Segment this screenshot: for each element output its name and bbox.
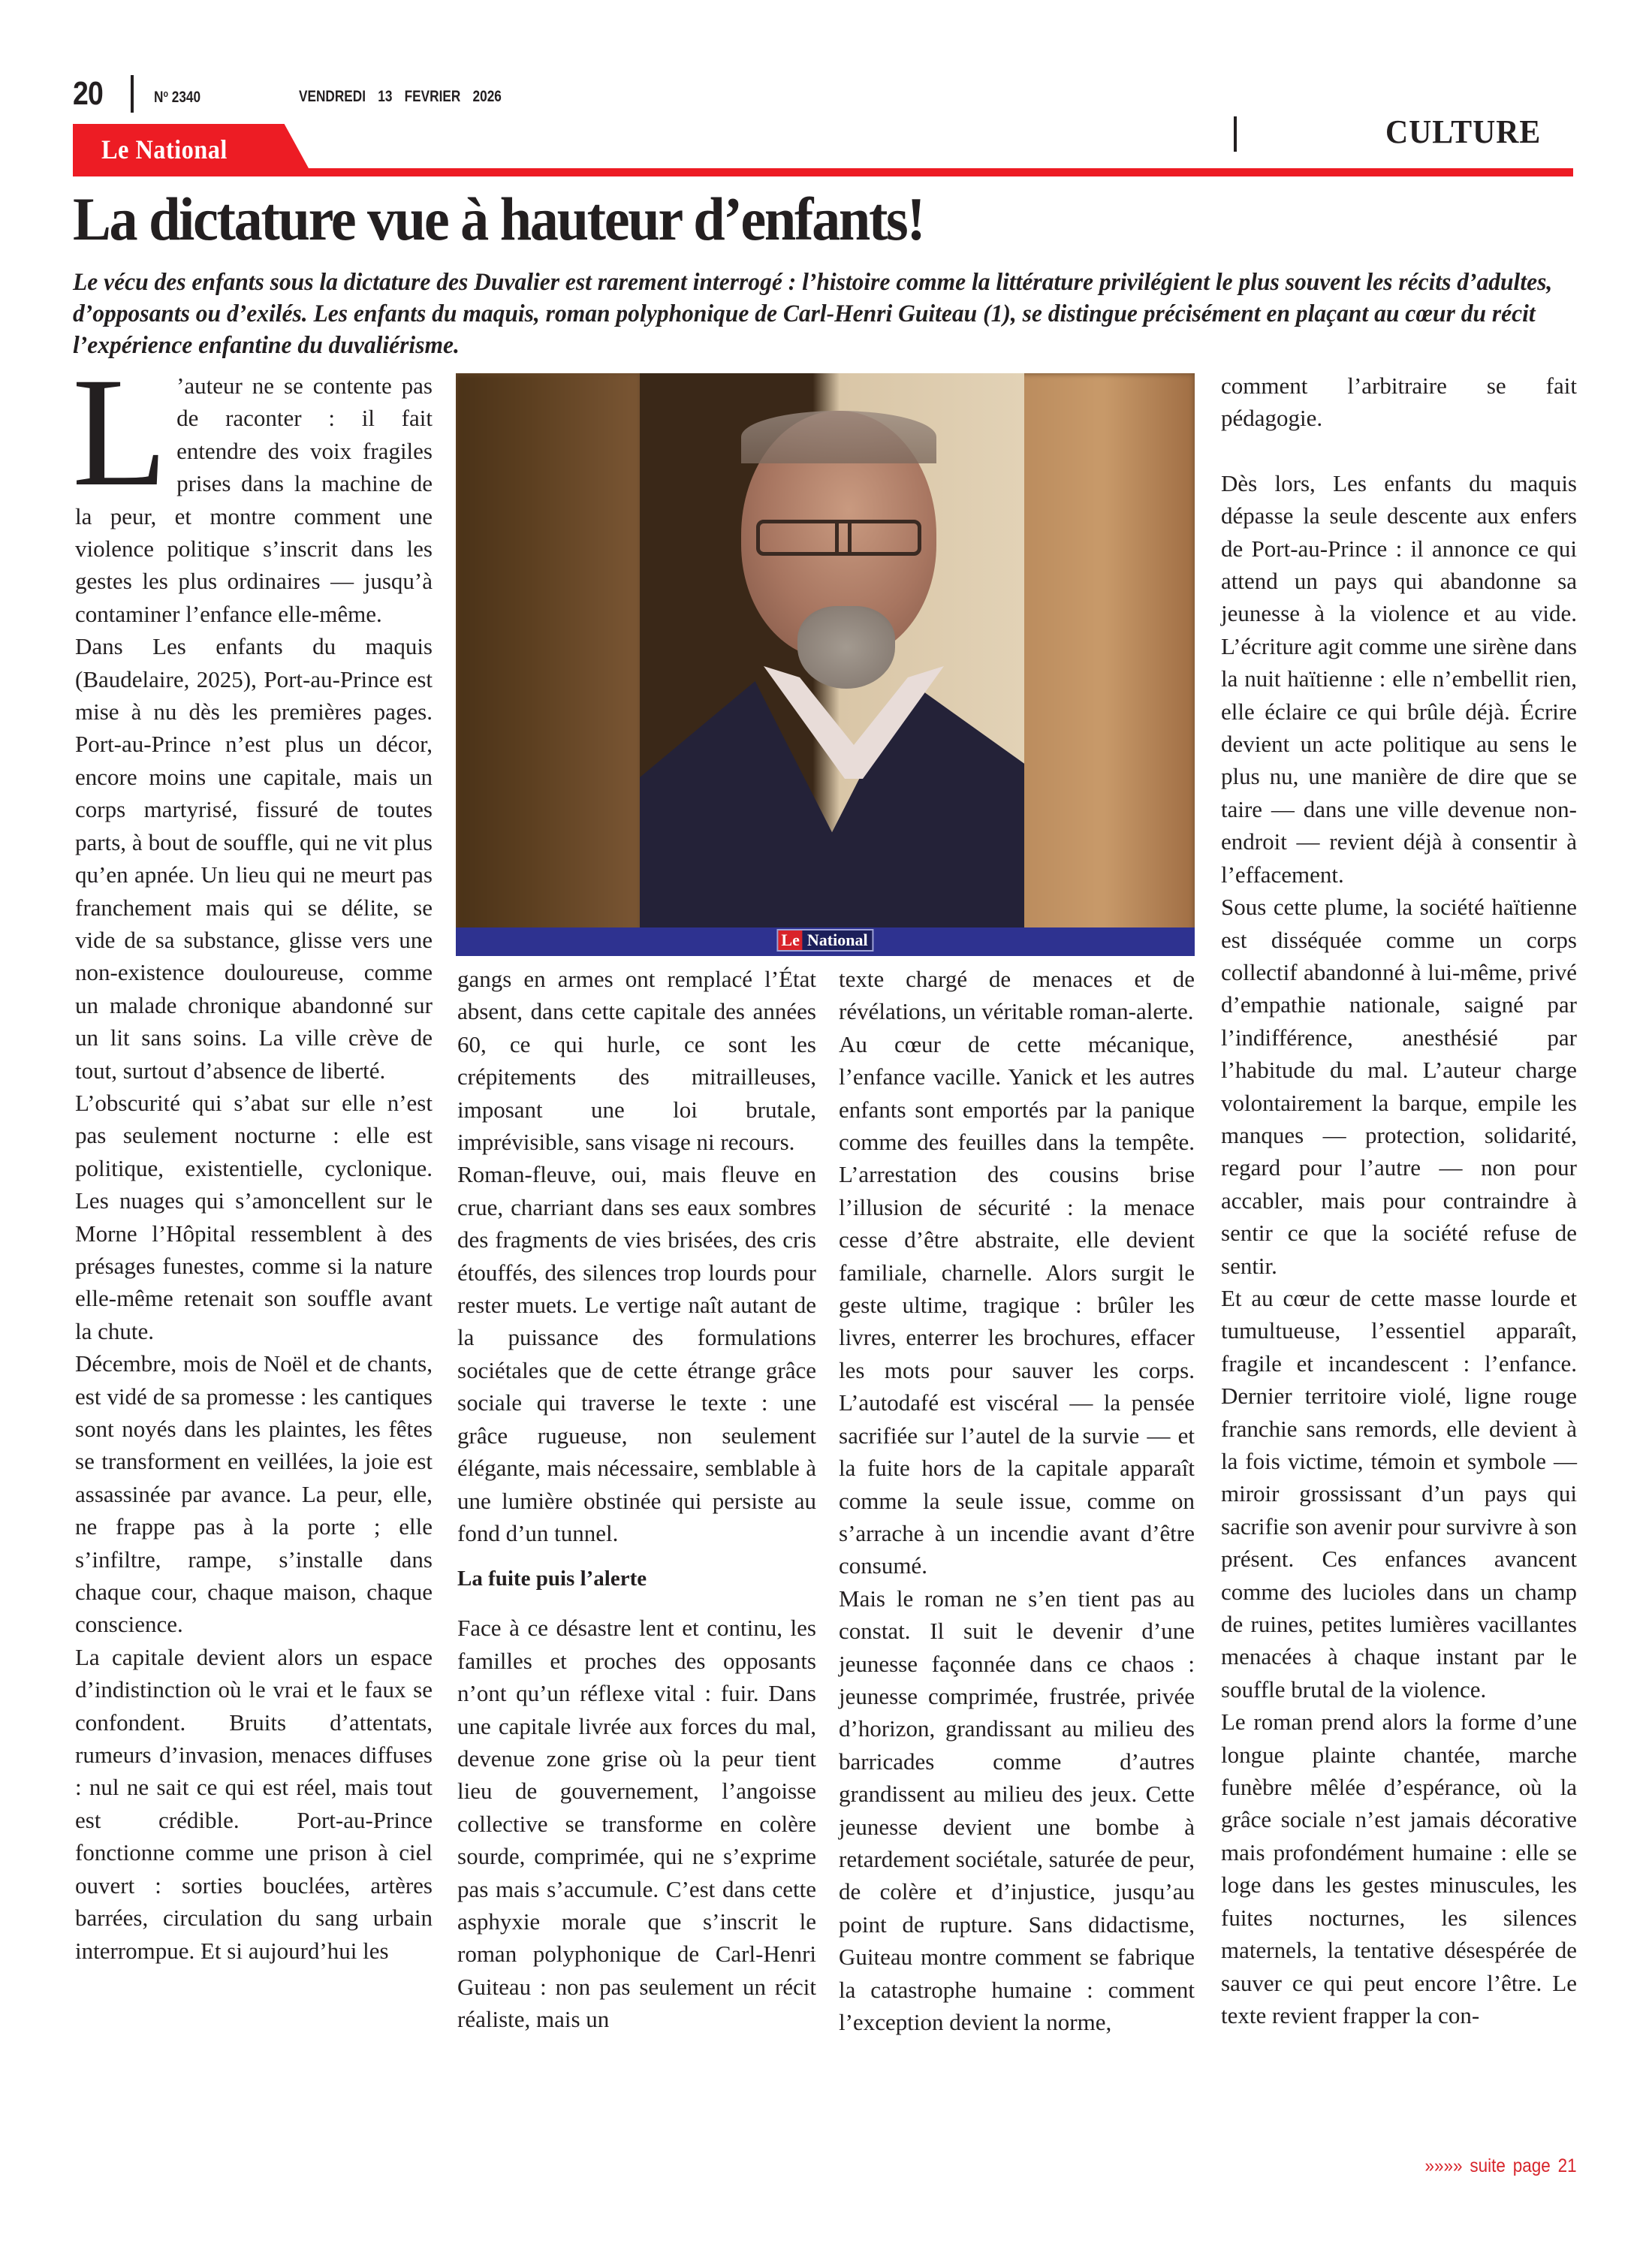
- section-label: CULTURE: [1385, 113, 1542, 150]
- paragraph: Le roman prend alors la forme d’une longue plainte chantée, marche funèbre mêlée d’espérance, où la grâce sociale n’est jamais décorative mais profondément humaine : elle se loge dans les gestes minuscules, les fuites nocturnes, les silences maternels, la tentative désespérée de sauver ce qui peut encore l’être. Le texte revient frapper la con-: [1221, 1709, 1577, 2028]
- folio-divider: [131, 75, 134, 113]
- paragraph: Face à ce désastre lent et continu, les familles et proches des opposants n’ont qu’un réflexe vital : fuir. Dans une capitale livrée aux forces du mal, devenue zone grise où la peur tient lieu de gouvernement, l’angoisse collective se transforme en colère sourde, comprimée, qui ne s’exprime pas mais s’accumule. C’est dans cette asphyxie morale que s’inscrit le roman polyphonique de Carl-Henri Guiteau : non pas seulement un récit réaliste, mais un: [457, 1615, 816, 2033]
- author-photo: [456, 373, 1195, 956]
- photo-hair: [741, 411, 936, 463]
- paragraph: Au cœur de cette mécanique, l’enfance vacille. Yanick et les autres enfants sont emportés par la panique comme des feuilles dans la tempête. L’arrestation des cousins brise l’illusion de sécurité : la menace cesse d’être abstraite, elle devient familiale, charnelle. Alors surgit le geste ultime, tragique : brûler les livres, enterrer les brochures, effacer les mots pour sauver les corps. L’autodafé est viscéral — la pensée sacrifiée sur l’autel de la survie — et la fuite hors de la capitale apparaît comme la seule issue, comme on s’arrache à un incendie avant d’être consumé.: [839, 1030, 1195, 1579]
- section-divider: [1234, 116, 1237, 152]
- paragraph: texte chargé de menaces et de révélations, un véritable roman-alerte.: [839, 966, 1195, 1025]
- paragraph: Décembre, mois de Noël et de chants, est vidé de sa promesse : les cantiques sont noyés dans les plaintes, les fêtes se transforment en veillées, la joie est assassinée par avance. La peur, elle, ne frappe pas à la porte ; elle s’infiltre, rampe, s’installe dans chaque cour, chaque maison, chaque conscience.: [75, 1350, 433, 1638]
- paragraph: ’auteur ne se contente pas de raconter : il fait entendre des voix fragiles prises dans la machine de la peur, et montre comment une violence politique s’inscrit dans les gestes les plus ordinaires — jusqu’à contaminer l’enfance elle-même.: [75, 372, 433, 627]
- brand-logo: Le National: [101, 134, 228, 164]
- paragraph: Mais le roman ne s’en tient pas au constat. Il suit le devenir d’une jeunesse façonnée dans ce chaos : jeunesse comprimée, frustrée, privée d’horizon, grandissant au milieu des barricades comme d’autres grandissent au milieu des jeux. Cette jeunesse devient une bombe à retardement sociétale, saturée de peur, de colère et d’injustice, jusqu’au point de rupture. Sans didactisme, Guiteau montre comment se fabrique la catastrophe humaine : comment l’exception devient la norme,: [839, 1585, 1195, 2035]
- paragraph: gangs en armes ont remplacé l’État absent, dans cette capitale des années 60, ce qui hurle, ce sont les crépitements des mitrailleuses, imposant une loi brutale, imprévisible, sans visage ni recours.: [457, 966, 816, 1156]
- article-column-3: [839, 963, 1195, 2038]
- paragraph: L’obscurité qui s’abat sur elle n’est pas seulement nocturne : elle est politique, existentielle, cyclonique. Les nuages qui s’amoncellent sur le Morne l’Hôpital ressemblent à des présages funestes, comme si la nature elle-même retenait son souffle avant la chute.: [75, 1089, 433, 1344]
- article-column-2: [457, 963, 816, 2036]
- article-deck: Le vécu des enfants sous la dictature des Duvalier est rarement interrogé : l’histoire comme la littérature privilégient le plus souvent les récits d’adultes, d’opposants ou d’exilés. Les enfants du maquis, roman polyphonique de Carl-Henri Guiteau (1), se distingue précisément en plaçant au cœur du récit l’expérience enfantine du duvaliérisme.: [73, 269, 1553, 359]
- photo-blur-left: [456, 373, 640, 956]
- header-rule: [73, 168, 1573, 176]
- page-number: 20: [73, 75, 103, 112]
- photo-glasses: [756, 520, 921, 556]
- paragraph: Roman-fleuve, oui, mais fleuve en crue, charriant dans ses eaux sombres des fragments de vies brisées, des cris étouffés, des silences trop lourds pour rester muets. Le vertige naît autant de la puissance des formulations sociétales que de cette étrange grâce sociale qui traverse le texte : une grâce rugueuse, non seulement élégante, mais nécessaire, semblable à une lumière obstinée qui persiste au fond d’un tunnel.: [457, 1161, 816, 1546]
- continuation-link[interactable]: »»»» suite page 21: [1424, 2155, 1577, 2176]
- paragraph: Sous cette plume, la société haïtienne est disséquée comme un corps collectif abandonné à lui-même, privé d’empathie nationale, saigné par l’indifférence, anesthésié par l’habitude du mal. L’auteur charge volontairement la barque, empile les manques — protection, solidarité, regard pour l’autre — non pour accabler, mais pour contraindre à sentir ce que la société refuse de sentir.: [1221, 894, 1577, 1279]
- paragraph: La capitale devient alors un espace d’indistinction où le vrai et le faux se confondent. Bruits d’attentats, rumeurs d’invasion, menaces diffuses : nul ne sait ce qui est réel, mais tout est crédible. Port-au-Prince fonctionne comme une prison à ciel ouvert : sorties bouclées, artères barrées, circulation du sang urbain interrompue. Et si aujourd’hui les: [75, 1643, 433, 1964]
- paragraph: Dès lors, Les enfants du maquis dépasse la seule descente aux enfers de Port-au-Prince : il annonce ce qui attend un pays qui abandonne sa jeunesse à la violence et au vide. L’écriture agit comme une sirène dans la nuit haïtienne : elle n’embellit rien, elle éclaire ce qui brûle déjà. Écrire devient un acte politique au sens le plus nu, une manière de dire que se taire — dans une ville devenue non-endroit — revient déjà à consentir à l’effacement.: [1221, 469, 1577, 888]
- photo-blur-right: [1011, 373, 1195, 956]
- headline: La dictature vue à hauteur d’enfants!: [73, 185, 924, 253]
- paragraph: Dans Les enfants du maquis (Baudelaire, 2025), Port-au-Prince est mise à nu dès les premières pages. Port-au-Prince n’est plus un décor, encore moins une capitale, mais un corps martyrisé, fissuré de toutes parts, à bout de souffle, qui ne vit plus qu’en apnée. Un lieu qui ne meurt pas franchement mais qui se délite, se vide de sa substance, glisse vers une non-existence douloureuse, comme un malade chronique abandonné sur un lit sans soins. La ville crève de tout, surtout d’absence de liberté.: [75, 633, 433, 1084]
- paragraph: Et au cœur de cette masse lourde et tumultueuse, l’essentiel apparaît, fragile et incandescent : l’enfance. Dernier territoire violé, ligne rouge franchie sans remords, elle devient à la fois victime, témoin et symbole — miroir grossissant d’un pays qui sacrifie son avenir pour survivre à son présent. Ces enfances avancent comme des lucioles dans un champ de ruines, petites lumières vacillantes menacées à chaque instant par le souffle brutal de la violence.: [1221, 1284, 1577, 1703]
- article-column-1: [72, 345, 433, 1967]
- subheading: La fuite puis l’alerte: [457, 1567, 647, 1591]
- issue-number: $N^o$ 2340: [154, 88, 201, 106]
- article-column-4: [1221, 369, 1577, 2031]
- photo-beard: [797, 606, 895, 689]
- paragraph-gap: [1221, 435, 1577, 467]
- folio: [73, 75, 108, 113]
- dateline: VENDREDI 13 FEVRIER 2026: [299, 88, 502, 105]
- photo-watermark-logo: Le National: [776, 929, 873, 952]
- paragraph: comment l’arbitraire se fait pédagogie.: [1221, 372, 1577, 432]
- drop-cap: L: [72, 345, 168, 518]
